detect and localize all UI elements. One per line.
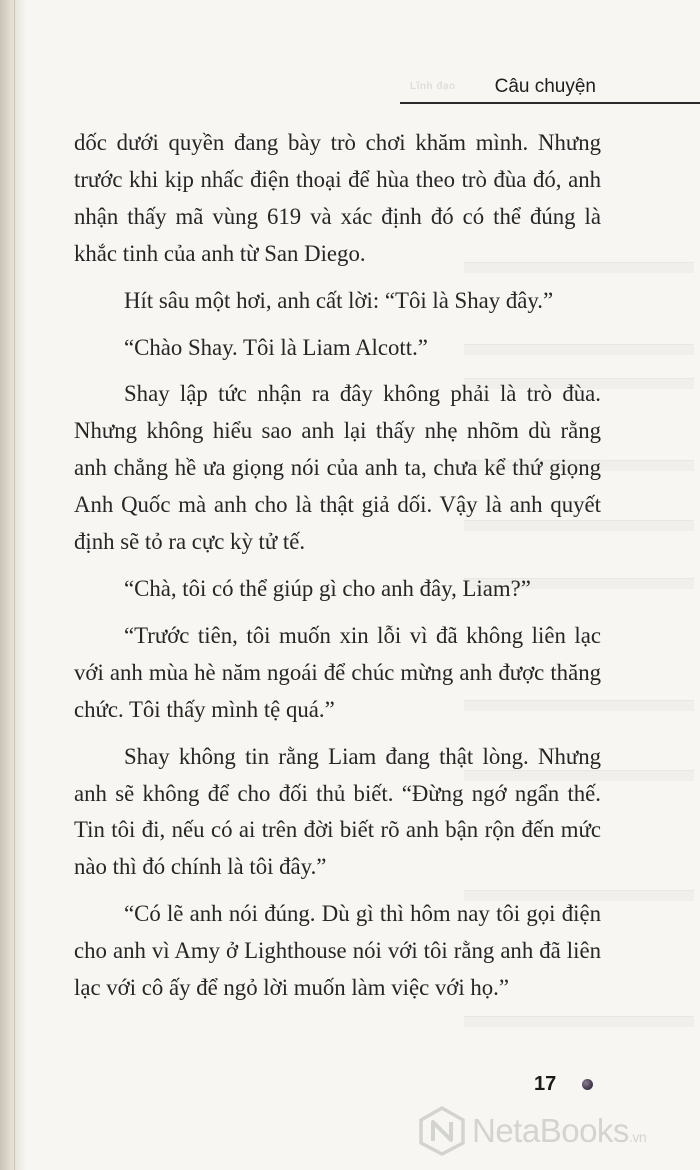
binding-gutter-line <box>14 0 15 1170</box>
watermark-suffix: .vn <box>628 1129 647 1145</box>
show-through-header-mark: Lĩnh đạo <box>410 81 456 92</box>
binding-gutter-shadow <box>0 0 26 1170</box>
paragraph: Shay không tin rằng Liam đang thật lòng. Nhưng anh sẽ không để cho đối thủ biết. “Đừng ngớ ngẩn thế. Tin tôi đi, nếu có ai trên đời biết rõ anh bận rộn đến mức nào thì đó chính là tôi đây.” <box>74 743 601 880</box>
paragraph: “Có lẽ anh nói đúng. Dù gì thì hôm nay tôi gọi điện cho anh vì Amy ở Lighthouse nói với tôi rằng anh đã liên lạc với cô ấy để ngỏ lời muốn làm việc với họ.” <box>74 901 601 1001</box>
page-number-ornament <box>582 1079 593 1090</box>
running-header <box>400 76 700 106</box>
header-rule <box>400 102 700 104</box>
paragraph: Hít sâu một hơi, anh cất lời: “Tôi là Shay đây.” <box>124 287 554 313</box>
chapter-title: Câu chuyện <box>494 76 596 97</box>
paragraph: Shay lập tức nhận ra đây không phải là trò đùa. Nhưng không hiểu sao anh lại thấy nhẹ nhõm dù rằng anh chẳng hề ưa giọng nói của anh ta, chưa kể thứ giọng Anh Quốc mà anh cho là thật giả dối. Vậy là anh quyết định sẽ tỏ ra cực kỳ tử tế. <box>74 381 601 555</box>
paragraph: “Chà, tôi có thể giúp gì cho anh đây, Liam?” <box>124 575 531 601</box>
show-through-band <box>464 1016 694 1027</box>
paragraph: dốc dưới quyền đang bày trò chơi khăm mình. Nhưng trước khi kịp nhấc điện thoại để hùa theo trò đùa đó, anh nhận thấy mã vùng 619 và xác định đó có thể đúng là khắc tinh của anh từ San Diego. <box>74 130 601 266</box>
watermark-text <box>472 1112 646 1150</box>
paragraph: “Chào Shay. Tôi là Liam Alcott.” <box>124 334 428 360</box>
page-number: 17 <box>534 1073 557 1095</box>
body-text <box>74 125 601 1017</box>
watermark <box>418 1106 680 1156</box>
netabooks-hexagon-logo-icon <box>418 1106 466 1156</box>
paragraph: “Trước tiên, tôi muốn xin lỗi vì đã không liên lạc với anh mùa hè năm ngoái để chúc mừng anh được thăng chức. Tôi thấy mình tệ quá.” <box>74 622 601 722</box>
watermark-brand: NetaBooks <box>472 1112 629 1149</box>
